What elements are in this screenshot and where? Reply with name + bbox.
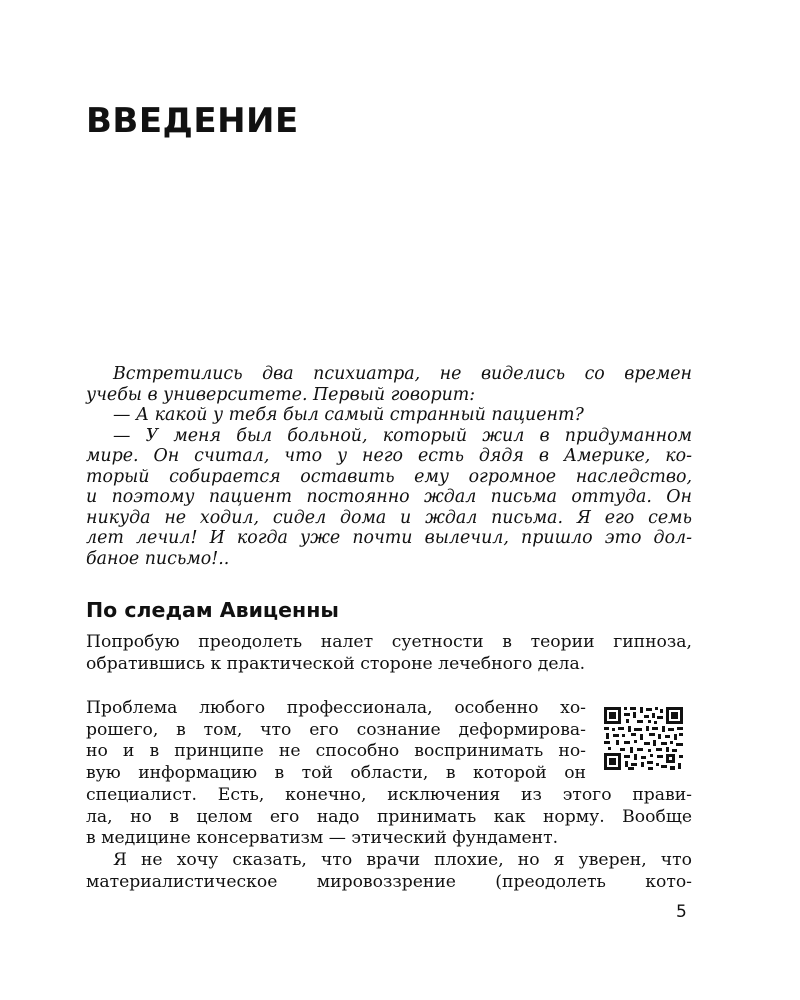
epigraph-line: никуда не ходил, сидел дома и ждал письма. Я его семь	[86, 507, 692, 528]
epigraph-line: баное письмо!..	[86, 548, 230, 569]
epigraph-line: лет лечил! И когда уже почти вылечил, пришло это дол-	[86, 528, 692, 548]
paragraph-line: в медицине консерватизм — этический фундамент.	[86, 828, 559, 849]
page-number: 5	[676, 902, 687, 922]
paragraph-line: обратившись к практической стороне лечебного дела.	[86, 653, 586, 674]
epigraph	[86, 364, 692, 569]
paragraph	[86, 698, 692, 893]
epigraph-line: — А какой у тебя был самый странный пациент?	[113, 405, 584, 425]
paragraph-line: Я не хочу сказать, что врачи плохие, но я уверен, что	[113, 849, 692, 870]
section-title: По следам Авиценны	[86, 598, 339, 622]
paragraph-line: ла, но в целом его надо принимать как норму. Вообще	[86, 806, 692, 827]
epigraph-line: Встретились два психиатра, не виделись со времен	[113, 364, 692, 384]
epigraph-line: и поэтому пациент постоянно ждал письма оттуда. Он	[86, 487, 692, 507]
paragraph-line: специалист. Есть, конечно, исключения из этого прави-	[86, 784, 692, 805]
qr-code-icon[interactable]	[604, 707, 683, 770]
epigraph-line: мире. Он считал, что у него есть дядя в Америке, ко-	[86, 446, 692, 466]
chapter-title: ВВЕДЕНИЕ	[86, 101, 299, 141]
paragraph-line: рошего, в том, что его сознание деформирова-	[86, 719, 586, 740]
paragraph-line: Попробую преодолеть налет суетности в теории гипноза,	[86, 632, 692, 652]
paragraph-line: вую информацию в той области, в которой он	[86, 763, 586, 784]
paragraph-line: но и в принципе не способно воспринимать но-	[86, 741, 586, 762]
epigraph-line: торый собирается оставить ему огромное наследство,	[86, 466, 692, 487]
paragraph-line: материалистическое мировоззрение (преодолеть кото-	[86, 871, 692, 892]
epigraph-line: учебы в университете. Первый говорит:	[86, 384, 476, 405]
paragraph-line: Проблема любого профессионала, особенно хо-	[86, 698, 586, 718]
epigraph-line: — У меня был больной, который жил в придуманном	[113, 425, 692, 446]
paragraph	[86, 632, 692, 675]
